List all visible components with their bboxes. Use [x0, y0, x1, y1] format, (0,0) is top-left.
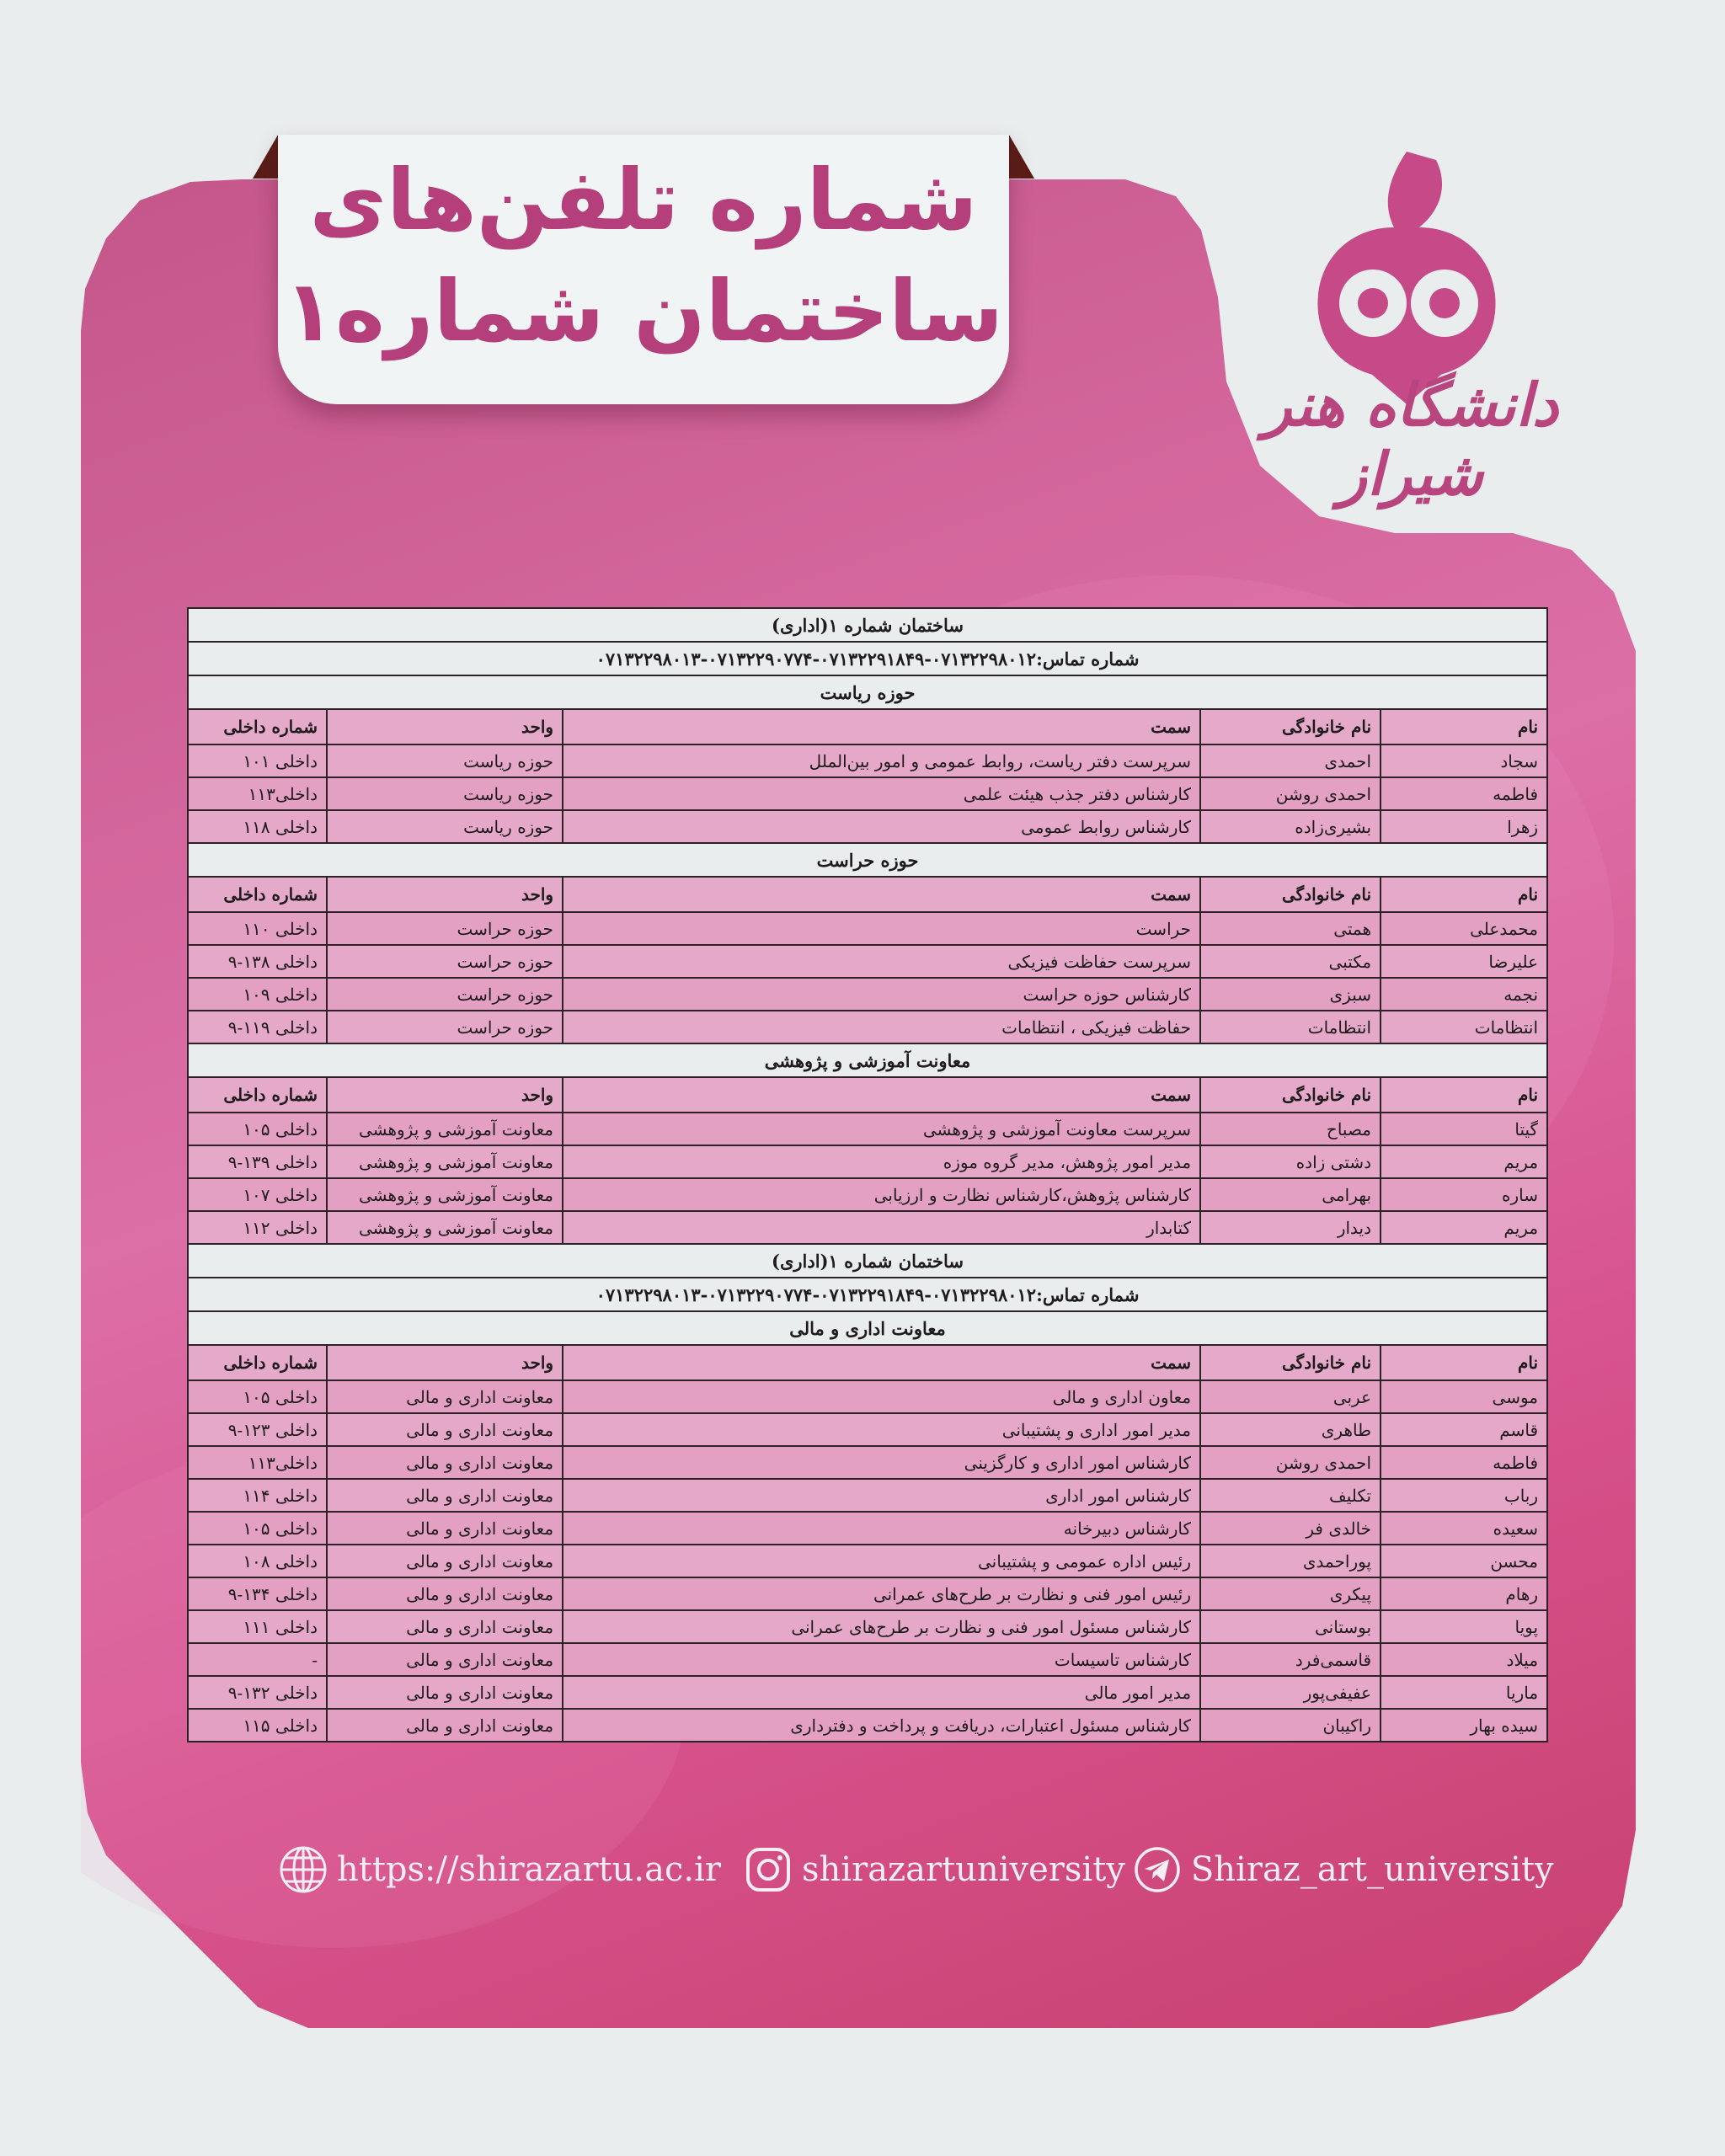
table-row	[188, 1610, 1547, 1643]
cell-family: بشیری‌زاده	[1200, 810, 1381, 843]
cell-position: کارشناس امور اداری و کارگزینی	[563, 1446, 1200, 1479]
column-header-row	[188, 877, 1547, 912]
telegram-handle: Shiraz_art_university	[1190, 1850, 1554, 1889]
cell-unit: حوزه ریاست	[327, 810, 563, 843]
cell-unit: حوزه حراست	[327, 978, 563, 1011]
table-row	[188, 1178, 1547, 1211]
cell-family: انتظامات	[1200, 1011, 1381, 1043]
section-title-text: معاونت آموزشی و پژوهشی	[188, 1043, 1547, 1077]
cell-ext: داخلی۱۱۳	[188, 1446, 327, 1479]
university-logo-text: دانشگاه هنر شیراز	[1263, 371, 1559, 509]
cell-family: پوراحمدی	[1200, 1545, 1381, 1577]
cell-ext: داخلی ۱۱۹-۹	[188, 1011, 327, 1043]
cell-family: تکلیف	[1200, 1479, 1381, 1512]
column-header-family: نام خانوادگی	[1200, 709, 1381, 744]
section-title	[188, 675, 1547, 709]
cell-name: سعیده	[1381, 1512, 1547, 1545]
cell-unit: معاونت اداری و مالی	[327, 1512, 563, 1545]
cell-position: سرپرست دفتر ریاست، روابط عمومی و امور بین‌الملل	[563, 744, 1200, 777]
cell-unit: معاونت اداری و مالی	[327, 1446, 563, 1479]
building-title	[188, 1244, 1547, 1278]
telegram-icon	[1132, 1844, 1183, 1895]
building-title-text: ساختمان شماره ۱(اداری)	[188, 1244, 1547, 1278]
cell-position: کارشناس پژوهش،کارشناس نظارت و ارزیابی	[563, 1178, 1200, 1211]
cell-ext: داخلی ۱۰۷	[188, 1178, 327, 1211]
cell-position: کارشناس تاسیسات	[563, 1643, 1200, 1676]
cell-unit: حوزه حراست	[327, 945, 563, 978]
cell-position: کارشناس دفتر جذب هیئت علمی	[563, 777, 1200, 810]
cell-family: دشتی زاده	[1200, 1145, 1381, 1178]
cell-ext: داخلی ۱۰۱	[188, 744, 327, 777]
cell-family: عفیفی‌پور	[1200, 1676, 1381, 1709]
cell-family: بهرامی	[1200, 1178, 1381, 1211]
column-header-name: نام	[1381, 1077, 1547, 1113]
instagram-icon	[743, 1844, 793, 1895]
cell-ext: داخلی ۱۳۸-۹	[188, 945, 327, 978]
cell-name: موسی	[1381, 1380, 1547, 1413]
cell-name: علیرضا	[1381, 945, 1547, 978]
column-header-ext: شماره داخلی	[188, 877, 327, 912]
cell-family: راکیبان	[1200, 1709, 1381, 1742]
column-header-family: نام خانوادگی	[1200, 1077, 1381, 1113]
table-row	[188, 1676, 1547, 1709]
cell-ext: داخلی ۱۳۲-۹	[188, 1676, 327, 1709]
cell-family: همتی	[1200, 912, 1381, 945]
section-title-text: حوزه ریاست	[188, 675, 1547, 709]
building-contact-text: شماره تماس:۰۷۱۳۲۲۹۸۰۱۲-۰۷۱۳۲۲۹۱۸۴۹-۰۷۱۳۲۲۹۰۷۷۴-۰۷۱۳۲۲۹۸۰۱۳	[188, 1278, 1547, 1311]
cell-position: سرپرست حفاظت فیزیکی	[563, 945, 1200, 978]
cell-unit: معاونت آموزشی و پژوهشی	[327, 1178, 563, 1211]
column-header-name: نام	[1381, 1345, 1547, 1380]
column-header-unit: واحد	[327, 1077, 563, 1113]
cell-position: معاون اداری و مالی	[563, 1380, 1200, 1413]
page-title-line1: شماره تلفن‌های	[309, 151, 978, 249]
table-row	[188, 978, 1547, 1011]
cell-name: فاطمه	[1381, 777, 1547, 810]
cell-unit: معاونت اداری و مالی	[327, 1643, 563, 1676]
table-row	[188, 1643, 1547, 1676]
cell-unit: حوزه حراست	[327, 912, 563, 945]
cell-family: خالدی فر	[1200, 1512, 1381, 1545]
cell-family: احمدی روشن	[1200, 777, 1381, 810]
page-title-line2: ساختمان شماره۱	[283, 262, 1004, 360]
telegram-link[interactable]	[1132, 1844, 1554, 1895]
section-title-text: معاونت اداری و مالی	[188, 1311, 1547, 1345]
cell-family: قاسمی‌فرد	[1200, 1643, 1381, 1676]
cell-name: سیده بهار	[1381, 1709, 1547, 1742]
cell-family: عربی	[1200, 1380, 1381, 1413]
cell-ext: -	[188, 1643, 327, 1676]
column-header-unit: واحد	[327, 1345, 563, 1380]
table-row	[188, 1211, 1547, 1244]
cell-name: ماریا	[1381, 1676, 1547, 1709]
building-contact	[188, 642, 1547, 675]
cell-ext: داخلی۱۱۳	[188, 777, 327, 810]
cell-family: پیکری	[1200, 1577, 1381, 1610]
cell-name: انتظامات	[1381, 1011, 1547, 1043]
title-tab-right	[1009, 135, 1034, 179]
cell-ext: داخلی ۱۰۵	[188, 1380, 327, 1413]
cell-ext: داخلی ۱۱۸	[188, 810, 327, 843]
cell-position: حراست	[563, 912, 1200, 945]
cell-family: مکتبی	[1200, 945, 1381, 978]
cell-name: رهام	[1381, 1577, 1547, 1610]
footer	[278, 1840, 1554, 1899]
building-title	[188, 608, 1547, 642]
table-row	[188, 1113, 1547, 1145]
cell-ext: داخلی ۱۳۴-۹	[188, 1577, 327, 1610]
cell-position: کارشناس حوزه حراست	[563, 978, 1200, 1011]
cell-ext: داخلی ۱۱۱	[188, 1610, 327, 1643]
column-header-row	[188, 709, 1547, 744]
cell-name: محمدعلی	[1381, 912, 1547, 945]
table-row	[188, 1577, 1547, 1610]
cell-ext: داخلی ۱۱۰	[188, 912, 327, 945]
cell-ext: داخلی ۱۱۵	[188, 1709, 327, 1742]
table-row	[188, 1512, 1547, 1545]
table-row	[188, 1709, 1547, 1742]
cell-unit: معاونت اداری و مالی	[327, 1577, 563, 1610]
building-contact	[188, 1278, 1547, 1311]
cell-name: میلاد	[1381, 1643, 1547, 1676]
cell-name: پویا	[1381, 1610, 1547, 1643]
title-box	[278, 135, 1009, 404]
column-header-position: سمت	[563, 1077, 1200, 1113]
cell-family: بوستانی	[1200, 1610, 1381, 1643]
column-header-name: نام	[1381, 709, 1547, 744]
column-header-family: نام خانوادگی	[1200, 1345, 1381, 1380]
column-header-position: سمت	[563, 709, 1200, 744]
column-header-unit: واحد	[327, 877, 563, 912]
cell-position: کارشناس امور اداری	[563, 1479, 1200, 1512]
building-title-text: ساختمان شماره ۱(اداری)	[188, 608, 1547, 642]
cell-unit: معاونت اداری و مالی	[327, 1479, 563, 1512]
cell-position: حفاظت فیزیکی ، انتظامات	[563, 1011, 1200, 1043]
cell-unit: حوزه ریاست	[327, 777, 563, 810]
cell-family: مصباح	[1200, 1113, 1381, 1145]
table-row	[188, 1446, 1547, 1479]
column-header-unit: واحد	[327, 709, 563, 744]
column-header-row	[188, 1077, 1547, 1113]
cell-name: قاسم	[1381, 1413, 1547, 1446]
instagram-link[interactable]	[743, 1844, 1125, 1895]
title-tab-left	[253, 135, 278, 179]
column-header-family: نام خانوادگی	[1200, 877, 1381, 912]
cell-position: کارشناس مسئول امور فنی و نظارت بر طرح‌های عمرانی	[563, 1610, 1200, 1643]
column-header-ext: شماره داخلی	[188, 709, 327, 744]
cell-name: نجمه	[1381, 978, 1547, 1011]
cell-position: رئیس امور فنی و نظارت بر طرح‌های عمرانی	[563, 1577, 1200, 1610]
phone-directory-table	[187, 607, 1548, 1742]
cell-unit: معاونت آموزشی و پژوهشی	[327, 1211, 563, 1244]
cell-name: مریم	[1381, 1211, 1547, 1244]
cell-ext: داخلی ۱۲۳-۹	[188, 1413, 327, 1446]
table-row	[188, 1413, 1547, 1446]
cell-position: سرپرست معاونت آموزشی و پژوهشی	[563, 1113, 1200, 1145]
cell-position: رئیس اداره عمومی و پشتیبانی	[563, 1545, 1200, 1577]
cell-position: مدیر امور مالی	[563, 1676, 1200, 1709]
cell-family: طاهری	[1200, 1413, 1381, 1446]
cell-position: کارشناس روابط عمومی	[563, 810, 1200, 843]
column-header-ext: شماره داخلی	[188, 1077, 327, 1113]
cell-ext: داخلی ۱۱۴	[188, 1479, 327, 1512]
table-row	[188, 1011, 1547, 1043]
cell-name: ساره	[1381, 1178, 1547, 1211]
section-title-text: حوزه حراست	[188, 843, 1547, 877]
building-contact-text: شماره تماس:۰۷۱۳۲۲۹۸۰۱۲-۰۷۱۳۲۲۹۱۸۴۹-۰۷۱۳۲۲۹۰۷۷۴-۰۷۱۳۲۲۹۸۰۱۳	[188, 642, 1547, 675]
table-row	[188, 912, 1547, 945]
cell-unit: معاونت اداری و مالی	[327, 1676, 563, 1709]
globe-icon	[278, 1844, 328, 1895]
cell-unit: معاونت اداری و مالی	[327, 1380, 563, 1413]
column-header-ext: شماره داخلی	[188, 1345, 327, 1380]
table-row	[188, 1145, 1547, 1178]
cell-unit: معاونت اداری و مالی	[327, 1610, 563, 1643]
cell-family: احمدی	[1200, 744, 1381, 777]
cell-ext: داخلی ۱۱۲	[188, 1211, 327, 1244]
cell-position: کارشناس دبیرخانه	[563, 1512, 1200, 1545]
cell-position: کارشناس مسئول اعتبارات، دریافت و پرداخت و دفترداری	[563, 1709, 1200, 1742]
website-link[interactable]	[278, 1844, 721, 1895]
cell-unit: معاونت اداری و مالی	[327, 1413, 563, 1446]
cell-ext: داخلی ۱۳۹-۹	[188, 1145, 327, 1178]
cell-name: رباب	[1381, 1479, 1547, 1512]
table-row	[188, 1380, 1547, 1413]
cell-position: مدیر امور پژوهش، مدیر گروه موزه	[563, 1145, 1200, 1178]
cell-position: مدیر امور اداری و پشتیبانی	[563, 1413, 1200, 1446]
cell-name: گیتا	[1381, 1113, 1547, 1145]
table-row	[188, 777, 1547, 810]
cell-unit: معاونت آموزشی و پژوهشی	[327, 1113, 563, 1145]
cell-ext: داخلی ۱۰۹	[188, 978, 327, 1011]
cell-name: فاطمه	[1381, 1446, 1547, 1479]
column-header-position: سمت	[563, 877, 1200, 912]
instagram-handle: shirazartuniversity	[802, 1850, 1125, 1889]
column-header-row	[188, 1345, 1547, 1380]
table-row	[188, 945, 1547, 978]
section-title	[188, 1311, 1547, 1345]
column-header-name: نام	[1381, 877, 1547, 912]
cell-name: سجاد	[1381, 744, 1547, 777]
cell-ext: داخلی ۱۰۵	[188, 1113, 327, 1145]
cell-unit: معاونت اداری و مالی	[327, 1709, 563, 1742]
cell-name: مریم	[1381, 1145, 1547, 1178]
table-row	[188, 1545, 1547, 1577]
cell-unit: معاونت اداری و مالی	[327, 1545, 563, 1577]
cell-unit: حوزه ریاست	[327, 744, 563, 777]
section-title	[188, 1043, 1547, 1077]
cell-ext: داخلی ۱۰۸	[188, 1545, 327, 1577]
cell-unit: حوزه حراست	[327, 1011, 563, 1043]
cell-name: محسن	[1381, 1545, 1547, 1577]
cell-family: دیدار	[1200, 1211, 1381, 1244]
cell-position: کتابدار	[563, 1211, 1200, 1244]
table-row	[188, 744, 1547, 777]
cell-unit: معاونت آموزشی و پژوهشی	[327, 1145, 563, 1178]
table-row	[188, 810, 1547, 843]
cell-family: احمدی روشن	[1200, 1446, 1381, 1479]
column-header-position: سمت	[563, 1345, 1200, 1380]
website-url: https://shirazartu.ac.ir	[337, 1850, 721, 1889]
cell-ext: داخلی ۱۰۵	[188, 1512, 327, 1545]
cell-family: سبزی	[1200, 978, 1381, 1011]
table-row	[188, 1479, 1547, 1512]
cell-name: زهرا	[1381, 810, 1547, 843]
section-title	[188, 843, 1547, 877]
